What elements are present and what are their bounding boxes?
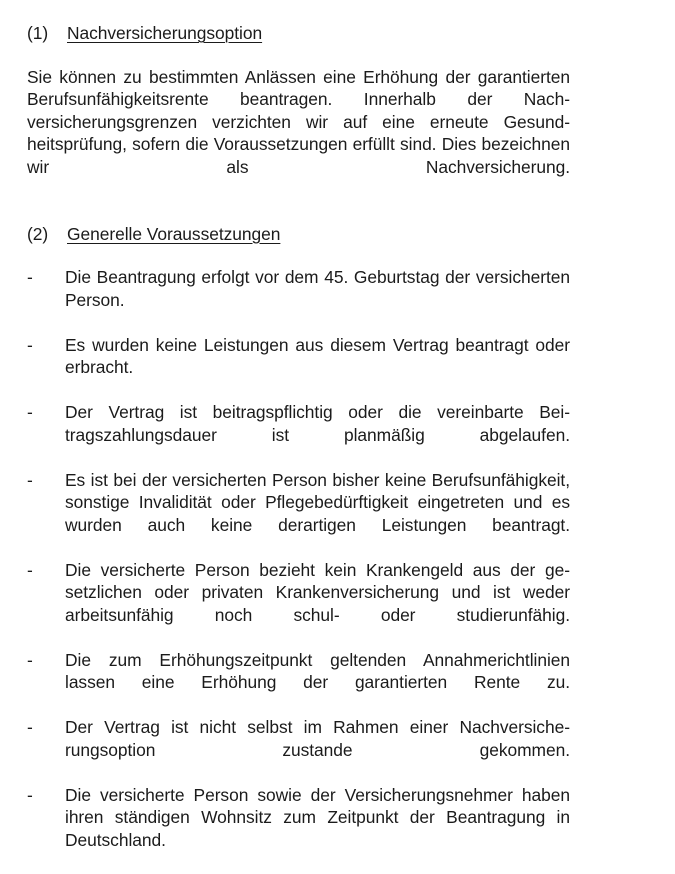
- spacer: [27, 245, 570, 266]
- bullet-dash-marker: -: [27, 469, 33, 490]
- section-1-paragraph: Sie können zu bestimmten Anlässen eine Erhöhung der garantierten Berufsunfähigkeitsrente beantragen. Innerhalb der Nachversicherungsgrenzen verzichten wir auf eine erneute Gesundheitsprüfung, sofern die Voraussetzungen erfüllt sind. Dies bezeichnen wir als Nachversicherung.: [27, 66, 570, 177]
- list-item-text: Es ist bei der versicherten Person bisher keine Berufsunfähigkeit, sonstige Invalidität oder Pflegebedürftigkeit eingetreten und es wurden auch keine derartigen Leistungen beantragt.: [65, 469, 570, 535]
- list-item: [27, 649, 570, 717]
- requirements-list: [27, 266, 570, 874]
- section-2-heading: [27, 223, 570, 246]
- spacer: [27, 45, 570, 66]
- list-item: [27, 469, 570, 559]
- bullet-dash-marker: -: [27, 717, 33, 737]
- list-item-text: Es wurden keine Leistungen aus diesem Vertrag beantragt oder erbracht.: [65, 334, 570, 377]
- section-2-title: Generelle Voraussetzungen: [67, 223, 281, 244]
- bullet-dash-marker: -: [27, 784, 33, 805]
- list-item-text: Die versicherte Person sowie der Versicherungsnehmer haben ihren ständigen Wohnsitz zum Zeitpunkt der Beantragung in Deutschland.: [65, 784, 570, 850]
- section-2-number: (2): [27, 223, 49, 244]
- bullet-dash-marker: -: [27, 402, 33, 422]
- list-item-text: Die versicherte Person bezieht kein Krankengeld aus der gesetzlichen oder privaten Krankenversicherung und ist weder arbeitsunfähig noch schul- oder studierunfähig.: [65, 559, 570, 625]
- bullet-dash-marker: -: [27, 559, 33, 580]
- list-item: [27, 559, 570, 649]
- list-item: [27, 334, 570, 402]
- list-item-text: Die zum Erhöhungszeitpunkt geltenden Annahmerichtlinien lassen eine Erhöhung der garantierten Rente zu.: [65, 649, 570, 692]
- list-item-text: Die Beantragung erfolgt vor dem 45. Geburtstag der versicherten Person.: [65, 267, 570, 310]
- list-item: [27, 401, 570, 469]
- list-item: [27, 784, 570, 874]
- section-1-title: Nachversicherungsoption: [67, 23, 263, 43]
- bullet-dash-marker: -: [27, 334, 33, 355]
- section-1-heading: [27, 22, 570, 45]
- spacer: [27, 201, 570, 223]
- list-item-text: Der Vertrag ist beitragspflichtig oder die vereinbarte Beitragszahlungsdauer ist planmäßig abgelaufen.: [65, 402, 570, 445]
- bullet-dash-marker: -: [27, 267, 33, 287]
- list-item: [27, 266, 570, 334]
- section-1-number: (1): [27, 23, 49, 43]
- list-item: [27, 716, 570, 784]
- list-item-text: Der Vertrag ist nicht selbst im Rahmen einer Nachversicherungsoption zustande gekommen.: [65, 717, 570, 760]
- bullet-dash-marker: -: [27, 649, 33, 670]
